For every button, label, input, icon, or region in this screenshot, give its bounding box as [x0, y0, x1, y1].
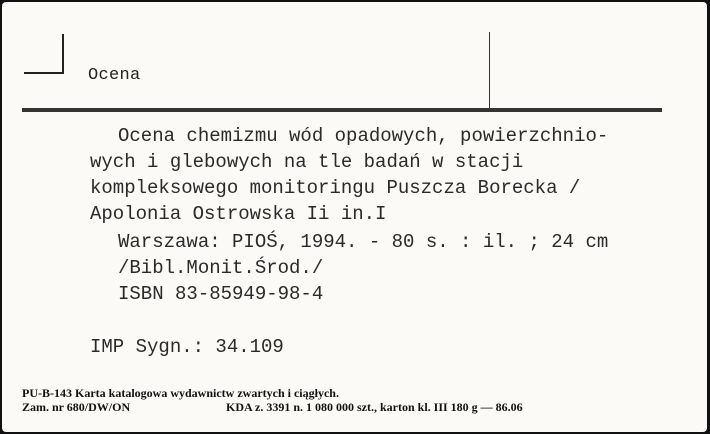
description-line-1: Ocena chemizmu wód opadowych, powierzchnio-	[118, 125, 609, 147]
footer-order-number: Zam. nr 680/DW/ON	[22, 400, 131, 414]
description-line-3: kompleksowego monitoringu Puszcza Borecka /	[90, 177, 581, 199]
footer-line-1: PU-B-143 Karta katalogowa wydawnictw zwartych i ciągłych.	[22, 386, 339, 400]
card-heading: Ocena	[88, 66, 141, 85]
footer-print-info: KDA z. 3391 n. 1 080 000 szt., karton kl. III 180 g — 86.06	[226, 400, 523, 414]
heading-rule	[22, 108, 662, 112]
series-line: /Bibl.Monit.Środ./	[118, 257, 324, 279]
description-line-4: Apolonia Ostrowska Ii in.I	[90, 203, 387, 225]
description-line-2: wych i glebowych na tle badań w stacji	[90, 151, 524, 173]
catalog-card	[2, 2, 707, 432]
signature-line: IMP Sygn.: 34.109	[90, 336, 284, 358]
imprint-line: Warszawa: PIOŚ, 1994. - 80 s. : il. ; 24 cm	[118, 231, 609, 253]
heading-divider	[489, 32, 490, 112]
corner-mark-horizontal	[24, 72, 64, 74]
isbn-line: ISBN 83-85949-98-4	[118, 283, 324, 305]
corner-mark-vertical	[62, 34, 64, 74]
